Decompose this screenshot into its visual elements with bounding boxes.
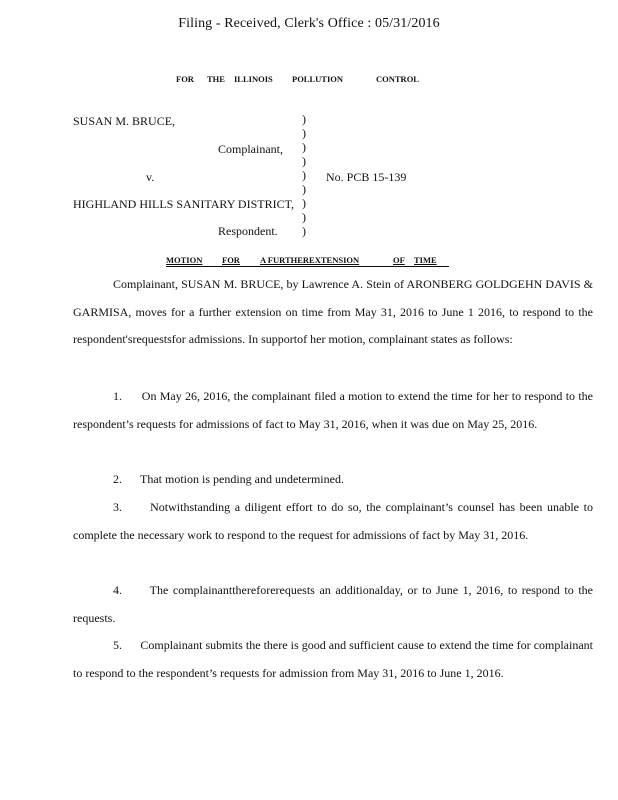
caption-paren: ) [302,168,306,182]
respondent-name: HIGHLAND HILLS SANITARY DISTRICT, [73,197,295,211]
case-number: No. PCB 15-139 [326,170,407,184]
board-word: CONTROL [376,74,419,84]
motion-title-word: FOR [222,255,240,265]
respondent-role: Respondent. [218,224,278,238]
numbered-paragraph [73,466,593,494]
caption-paren: ) [302,224,306,238]
item-number: 1. [113,389,122,403]
title-underline [166,266,449,267]
complainant-name: SUSAN M. BRUCE, [73,114,176,128]
board-word: POLLUTION [292,74,344,84]
item-number: 4. [113,583,122,597]
numbered-paragraph [73,383,593,438]
motion-title-word: A FURTHEREXTENSION [260,255,360,265]
caption-paren: ) [302,112,306,126]
item-text: Notwithstanding a diligent effort to do so, the complainant’s counsel has been unable to complete the necessary work to respond to the request for admissions of fact by May 31, 2016. [73,500,594,542]
caption-paren: ) [302,154,306,168]
filing-stamp: Filing - Received, Clerk's Office : 05/31/2016 [178,16,440,31]
caption-paren: ) [302,210,306,224]
numbered-paragraph [73,632,593,687]
board-word: ILLINOIS [234,74,273,84]
caption-paren: ) [302,182,306,196]
motion-title-word: TIME [414,255,437,265]
item-number: 3. [113,500,122,514]
caption-paren: ) [302,140,306,154]
item-text: That motion is pending and undetermined. [140,472,344,486]
numbered-paragraph [73,577,593,632]
item-text: On May 26, 2016, the complainant filed a motion to extend the time for her to respond to the respondent’s requests for admissions of fact to May 31, 2016, when it was due on May 25, 2016. [73,389,594,431]
caption-paren: ) [302,126,306,140]
item-text: The complainantthereforerequests an additionalday, or to June 1, 2016, to respond to the requests. [73,583,594,625]
board-word: THE [207,74,225,84]
motion-title-word: OF [393,255,405,265]
motion-title-word: MOTION [166,255,203,265]
numbered-paragraph [73,494,593,549]
item-text: Complainant submits the there is good and sufficient cause to extend the time for complainant to respond to the respondent’s requests for admission from May 31, 2016 to June 1, 2016. [73,638,594,680]
item-number: 5. [113,638,122,652]
versus-label: v. [146,170,155,184]
complainant-role: Complainant, [218,142,283,156]
board-word: FOR [176,74,194,84]
item-number: 2. [113,472,122,486]
intro-paragraph [73,271,593,354]
caption-paren: ) [302,196,306,210]
intro-text: Complainant, SUSAN M. BRUCE, by Lawrence A. Stein of ARONBERG GOLDGEHN DAVIS & GARMISA, moves for a further extension on time from May 31, 2016 to June 1 2016, to respond to the respondent'srequestsfor admissions. In supportof her motion, complainant states as follows: [73,277,593,346]
